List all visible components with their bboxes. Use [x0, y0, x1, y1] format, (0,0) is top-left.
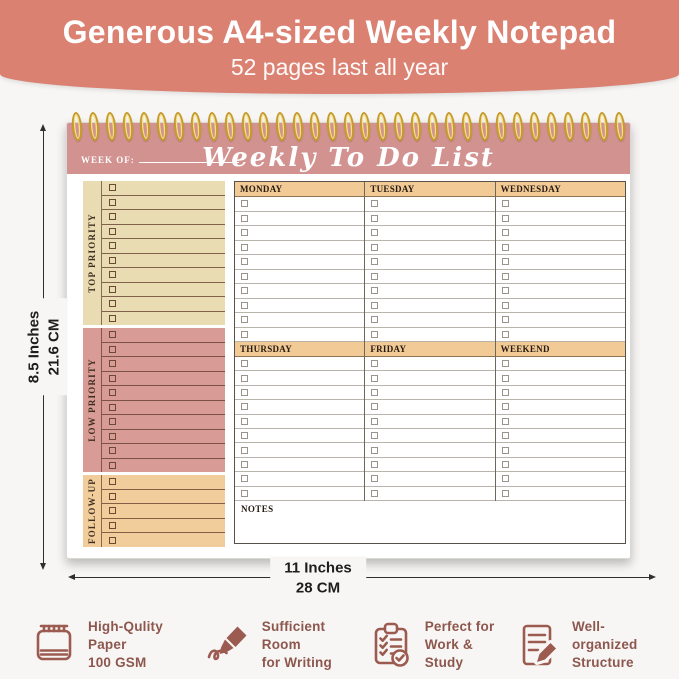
task-row: [365, 386, 494, 400]
checkbox: [371, 403, 378, 410]
checkbox: [371, 360, 378, 367]
checkbox: [109, 331, 116, 338]
checkbox: [109, 418, 116, 425]
checkbox: [502, 375, 509, 382]
notepad-page: [67, 174, 630, 558]
checkbox: [109, 389, 116, 396]
day-bank: [235, 182, 625, 342]
feature-text: [572, 618, 669, 673]
task-row: [496, 400, 625, 414]
spiral-coil: [291, 112, 303, 142]
checkbox: [241, 316, 248, 323]
checkbox: [502, 200, 509, 207]
task-row: [102, 401, 225, 416]
spiral-coil: [393, 112, 405, 142]
task-row: [365, 255, 494, 270]
task-row: [496, 197, 625, 212]
task-row: [365, 472, 494, 486]
spiral-coil: [563, 112, 575, 142]
task-row: [102, 225, 225, 240]
task-row: [235, 299, 364, 314]
task-row: [102, 297, 225, 312]
task-row: [496, 357, 625, 371]
checkbox: [241, 229, 248, 236]
checkbox: [241, 215, 248, 222]
task-row: [102, 268, 225, 283]
task-row: [496, 255, 625, 270]
checkbox: [502, 229, 509, 236]
task-row: [496, 415, 625, 429]
spiral-coil: [325, 112, 337, 142]
task-row: [496, 270, 625, 285]
task-row: [102, 459, 225, 473]
day-column-tuesday: [365, 182, 495, 342]
feature-text-line: High-Qulity Paper: [88, 618, 163, 652]
task-row: [235, 241, 364, 256]
checkbox: [371, 316, 378, 323]
task-row: [496, 313, 625, 328]
task-row: [365, 299, 494, 314]
task-row: [102, 343, 225, 358]
weekly-grid: [234, 181, 626, 544]
task-row: [496, 241, 625, 256]
spiral-coil: [223, 112, 235, 142]
checkbox: [371, 244, 378, 251]
spiral-coil: [597, 112, 609, 142]
task-row: [496, 458, 625, 472]
task-row: [235, 371, 364, 385]
feature-text-line: 100 GSM: [88, 655, 147, 671]
width-dimension-label: 11 Inches 28 CM: [270, 557, 366, 600]
checkbox: [502, 244, 509, 251]
spiral-coil: [546, 112, 558, 142]
checkbox: [109, 404, 116, 411]
checkbox: [502, 432, 509, 439]
task-row: [102, 328, 225, 343]
arrow-down-icon: [40, 563, 46, 570]
height-dimension: [25, 124, 62, 570]
task-row: [235, 458, 364, 472]
spiral-coil: [444, 112, 456, 142]
checkbox: [502, 316, 509, 323]
feature-item: [204, 618, 367, 673]
spiral-binding: [72, 112, 625, 144]
checkbox: [502, 475, 509, 482]
feature-item: [367, 618, 514, 673]
width-dimension: [68, 559, 656, 596]
task-row: [365, 371, 494, 385]
task-row: [102, 196, 225, 211]
checkbox: [371, 229, 378, 236]
spiral-coil: [308, 112, 320, 142]
spiral-coil: [156, 112, 168, 142]
day-header: TUESDAY: [365, 182, 494, 197]
feature-text-line: Perfect for: [424, 618, 495, 634]
checkbox: [371, 215, 378, 222]
spiral-coil: [376, 112, 388, 142]
day-header: MONDAY: [235, 182, 364, 197]
day-column-monday: [235, 182, 365, 342]
checkbox: [109, 346, 116, 353]
checkbox: [241, 360, 248, 367]
spiral-coil: [257, 112, 269, 142]
checkbox: [371, 389, 378, 396]
task-row: [102, 504, 225, 519]
task-row: [496, 226, 625, 241]
checkbox: [371, 287, 378, 294]
checkbox: [109, 522, 116, 529]
feature-list: [30, 614, 669, 676]
checkbox: [241, 490, 248, 497]
task-row: [235, 443, 364, 457]
task-row: [235, 400, 364, 414]
task-row: [102, 444, 225, 459]
task-row: [235, 212, 364, 227]
checkbox: [241, 475, 248, 482]
checkbox: [502, 403, 509, 410]
task-row: [235, 255, 364, 270]
task-row: [102, 386, 225, 401]
spiral-coil: [122, 112, 134, 142]
task-row: [102, 490, 225, 505]
spiral-coil: [342, 112, 354, 142]
checkbox: [371, 375, 378, 382]
task-row: [235, 284, 364, 299]
day-column-wednesday: [496, 182, 625, 342]
task-row: [102, 475, 225, 490]
banner-subtitle: 52 pages last all year: [230, 53, 449, 80]
spiral-coil: [427, 112, 439, 142]
task-row: [102, 181, 225, 196]
spiral-coil: [190, 112, 202, 142]
checkbox: [109, 537, 116, 544]
week-of-label: WEEK OF:: [81, 155, 239, 165]
checkbox: [502, 273, 509, 280]
checkbox: [371, 418, 378, 425]
banner-title: Generous A4-sized Weekly Notepad: [62, 14, 617, 50]
checkbox: [241, 403, 248, 410]
checkbox: [371, 490, 378, 497]
task-row: [496, 487, 625, 501]
checkbox: [371, 273, 378, 280]
feature-text-line: Sufficient Room: [261, 618, 326, 652]
checkbox: [109, 447, 116, 454]
checkbox: [109, 493, 116, 500]
checkbox: [241, 432, 248, 439]
spiral-coil: [88, 112, 100, 142]
checkbox: [371, 200, 378, 207]
task-row: [235, 270, 364, 285]
task-row: [235, 415, 364, 429]
checkbox: [109, 433, 116, 440]
priority-column: [83, 181, 225, 547]
checkbox: [241, 375, 248, 382]
task-row: [102, 533, 225, 547]
task-row: [235, 328, 364, 343]
checkbox: [502, 215, 509, 222]
task-row: [365, 328, 494, 343]
task-row: [496, 429, 625, 443]
day-bank: [235, 342, 625, 501]
task-row: [102, 415, 225, 430]
section-label: [83, 475, 102, 547]
checkbox: [241, 461, 248, 468]
day-header: WEEKEND: [496, 342, 625, 357]
checkbox: [109, 184, 116, 191]
section-follow-up: [83, 475, 225, 547]
section-top-priority: [83, 181, 225, 325]
task-row: [235, 429, 364, 443]
spiral-coil: [512, 112, 524, 142]
checkbox: [109, 213, 116, 220]
section-label: [83, 328, 102, 472]
spiral-coil: [105, 112, 117, 142]
task-row: [365, 226, 494, 241]
task-row: [235, 386, 364, 400]
checkbox: [502, 389, 509, 396]
feature-item: [514, 618, 669, 673]
task-row: [365, 429, 494, 443]
task-row: [235, 226, 364, 241]
checkbox: [109, 242, 116, 249]
section-rows: [102, 181, 225, 325]
day-rows: [365, 197, 494, 342]
checkbox: [241, 287, 248, 294]
checkbox: [109, 228, 116, 235]
feature-text-line: Well-organized: [571, 618, 638, 652]
task-row: [496, 284, 625, 299]
checkbox: [241, 389, 248, 396]
day-rows: [365, 357, 494, 501]
section-rows: [102, 475, 225, 547]
checkbox: [241, 418, 248, 425]
section-label-text: FOLLOW-UP: [87, 478, 97, 544]
task-row: [102, 357, 225, 372]
task-row: [235, 472, 364, 486]
checkbox: [241, 302, 248, 309]
checkbox: [502, 360, 509, 367]
spiral-coil: [410, 112, 422, 142]
checkbox: [502, 447, 509, 454]
task-row: [102, 254, 225, 269]
task-row: [235, 197, 364, 212]
task-row: [496, 212, 625, 227]
day-rows: [235, 357, 364, 501]
checkbox: [109, 375, 116, 382]
section-label: [83, 181, 102, 325]
checkbox: [241, 331, 248, 338]
task-row: [365, 400, 494, 414]
feature-text-line: Structure: [571, 655, 634, 671]
task-row: [102, 239, 225, 254]
checkbox: [371, 447, 378, 454]
day-rows: [235, 197, 364, 342]
spiral-coil: [207, 112, 219, 142]
task-row: [365, 284, 494, 299]
task-row: [235, 487, 364, 501]
clipboard-icon: [367, 621, 415, 669]
spiral-coil: [173, 112, 185, 142]
task-row: [496, 472, 625, 486]
feature-text-line: for Writing: [261, 655, 332, 671]
checkbox: [502, 302, 509, 309]
checkbox: [109, 257, 116, 264]
checkbox: [241, 447, 248, 454]
checkbox: [109, 507, 116, 514]
task-row: [365, 241, 494, 256]
task-row: [235, 313, 364, 328]
checkbox: [502, 490, 509, 497]
feature-text: [425, 618, 514, 673]
spiral-coil: [139, 112, 151, 142]
checkbox: [502, 258, 509, 265]
task-row: [365, 415, 494, 429]
notes-section: [235, 501, 625, 543]
day-header: WEDNESDAY: [496, 182, 625, 197]
pen-icon: [204, 621, 252, 669]
spiral-coil: [71, 112, 83, 142]
spiral-coil: [359, 112, 371, 142]
task-row: [102, 283, 225, 298]
task-row: [102, 430, 225, 445]
task-row: [365, 443, 494, 457]
notes-label: NOTES: [241, 504, 274, 514]
task-row: [365, 212, 494, 227]
task-row: [365, 270, 494, 285]
notepad-icon: [30, 621, 78, 669]
spiral-coil: [495, 112, 507, 142]
checkbox: [371, 331, 378, 338]
notepad: [66, 122, 631, 559]
day-header: FRIDAY: [365, 342, 494, 357]
checkbox: [109, 300, 116, 307]
document-icon: [514, 621, 562, 669]
checkbox: [371, 475, 378, 482]
task-row: [496, 371, 625, 385]
section-label-text: TOP PRIORITY: [87, 213, 97, 293]
task-row: [365, 313, 494, 328]
feature-text: [262, 618, 367, 673]
checkbox: [371, 461, 378, 468]
section-low-priority: [83, 328, 225, 472]
checkbox: [109, 315, 116, 322]
task-row: [496, 443, 625, 457]
checkbox: [109, 462, 116, 469]
checkbox: [502, 287, 509, 294]
spiral-coil: [614, 112, 626, 142]
notepad-title: Weekly To Do List: [202, 143, 495, 173]
spiral-coil: [461, 112, 473, 142]
task-row: [102, 372, 225, 387]
spiral-coil: [240, 112, 252, 142]
checkbox: [109, 271, 116, 278]
checkbox: [371, 258, 378, 265]
day-column-friday: [365, 342, 495, 501]
task-row: [365, 357, 494, 371]
task-row: [102, 312, 225, 326]
checkbox: [502, 418, 509, 425]
arrow-right-icon: [649, 574, 656, 580]
checkbox: [241, 200, 248, 207]
spiral-coil: [274, 112, 286, 142]
checkbox: [371, 432, 378, 439]
checkbox: [109, 199, 116, 206]
day-column-thursday: [235, 342, 365, 501]
checkbox: [109, 478, 116, 485]
day-rows: [496, 357, 625, 501]
task-row: [102, 519, 225, 534]
checkbox: [502, 331, 509, 338]
task-row: [102, 210, 225, 225]
section-label-text: LOW PRIORITY: [87, 358, 97, 442]
banner: [0, 0, 679, 94]
checkbox: [109, 360, 116, 367]
task-row: [365, 458, 494, 472]
task-row: [235, 357, 364, 371]
spiral-coil: [478, 112, 490, 142]
height-dimension-label: 8.5 Inches 21.6 CM: [21, 299, 68, 396]
checkbox: [241, 273, 248, 280]
spiral-coil: [529, 112, 541, 142]
day-header: THURSDAY: [235, 342, 364, 357]
checkbox: [109, 286, 116, 293]
checkbox: [371, 302, 378, 309]
feature-item: [30, 618, 204, 673]
task-row: [496, 328, 625, 343]
section-rows: [102, 328, 225, 472]
spiral-coil: [580, 112, 592, 142]
feature-text: [88, 618, 204, 673]
task-row: [365, 487, 494, 501]
checkbox: [502, 461, 509, 468]
task-row: [365, 197, 494, 212]
task-row: [496, 386, 625, 400]
feature-text-line: Work & Study: [424, 636, 473, 671]
day-rows: [496, 197, 625, 342]
task-row: [496, 299, 625, 314]
checkbox: [241, 244, 248, 251]
day-column-weekend: [496, 342, 625, 501]
checkbox: [241, 258, 248, 265]
